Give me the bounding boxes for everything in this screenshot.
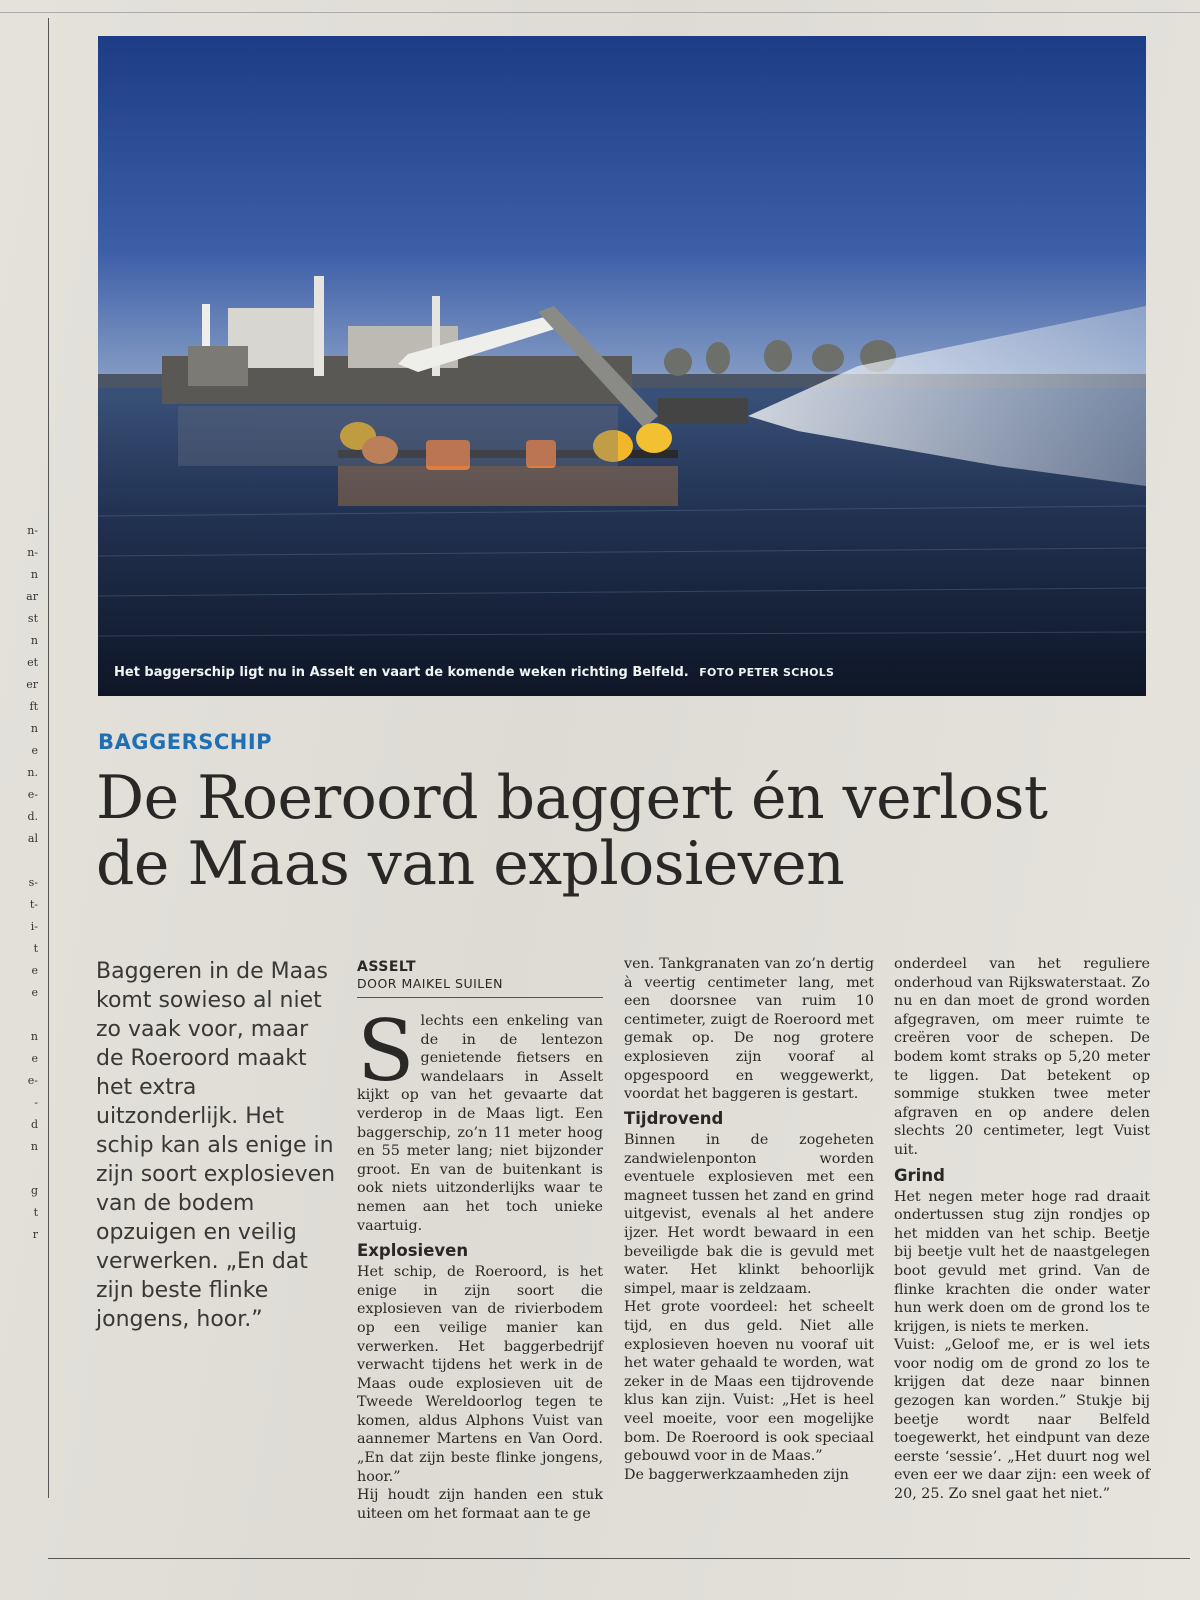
- paragraph-1: [357, 1002, 603, 1235]
- bottom-rule: [48, 1558, 1190, 1559]
- paragraph-3-continued-text: ven. Tankgranaten van zo’n dertig à veertig centimeter lang, met een doorsnee van ruim 10 centimeter, zuigt de Roeroord met gemak op. De nog grotere explosieven zijn vooraf al opgespoord en weggewerkt, voordat het baggeren is gestart.: [624, 956, 874, 1103]
- fragment-line: t: [33, 1206, 38, 1219]
- dredging-ship-photo: [98, 36, 1146, 696]
- paragraph-5: Het grote voordeel: het scheelt tijd, en dus geld. Niet alle explosieven hoeven nu vooraf uit het water gehaald te worden, wat zeker in de Maas een tijdrovende klus kan zijn. Vuist: „Het is heel veel moeite, voor een mogelijke bom. De Roeroord is ook speciaal gebouwd voor in de Maas.”: [624, 1299, 874, 1465]
- fragment-line: n: [30, 1140, 38, 1153]
- fragment-line: e: [31, 986, 38, 999]
- section-kicker: BAGGERSCHIP: [98, 730, 273, 754]
- fragment-line: n-: [27, 546, 38, 559]
- photo-credit: FOTO PETER SCHOLS: [699, 666, 835, 679]
- paragraph-6-start-text: De baggerwerkzaamheden zijn: [624, 1466, 849, 1483]
- fragment-line: i-: [30, 920, 38, 933]
- fragment-line: g: [30, 1184, 38, 1197]
- fragment-line: t: [33, 942, 38, 955]
- article-photo: [98, 36, 1146, 696]
- top-rule: [0, 12, 1200, 13]
- fragment-line: e-: [27, 1074, 38, 1087]
- adjacent-article-fragment: [0, 520, 42, 1520]
- fragment-line: t-: [29, 898, 38, 911]
- caption-text: Het baggerschip ligt nu in Asselt en vaart de komende weken richting Belfeld.: [114, 665, 689, 680]
- fragment-line: et: [27, 656, 38, 669]
- column-rule: [48, 18, 49, 1498]
- subhead-grind: Grind: [894, 1165, 945, 1185]
- fragment-line: ar: [26, 590, 38, 603]
- paragraph-8: Vuist: „Geloof me, er is wel iets voor nodig om de grond zo los te krijgen dat deze naar binnen gezogen kan worden.” Stukje bij beetje wordt naar Belfeld toegewerkt, het eindpunt van deze eerste ‘sessie’. „Het duurt nog wel even eer we daar zijn: een week of 20, 25. Zo snel gaat het niet.”: [894, 1337, 1150, 1503]
- paragraph-4: Binnen in de zogeheten zandwielenponton worden eventuele explosieven met een magneet tussen het zand en grind uitgevist, evenals al het andere ijzer. Het wordt bewaard in een beveiligde bak die is gevuld met water. Het klinkt behoorlijk simpel, maar is zeldzaam.: [624, 1132, 874, 1297]
- headline-line-1: De Roeroord baggert én verlost: [96, 763, 1048, 833]
- article-column-1: [357, 958, 603, 1524]
- fragment-line: e-: [27, 788, 38, 801]
- article-column-2: [624, 955, 874, 1485]
- fragment-line: -: [34, 1096, 38, 1109]
- byline: DOOR MAIKEL SUILEN: [357, 976, 603, 998]
- fragment-line: [0, 850, 42, 872]
- paragraph-2: Het schip, de Roeroord, is het enige in zijn soort die explosieven van de rivierbodem op een veilige manier kan verwerken. Het baggerbedrijf verwacht tijdens het werk in de Maas oude explosieven uit de Tweede Wereldoorlog tegen te komen, aldus Alphons Vuist van aannemer Martens en Van Oord. „En dat zijn beste flinke jongens, hoor.”: [357, 1264, 603, 1485]
- fragment-line: e: [31, 1052, 38, 1065]
- paragraph-1-text: lechts een enkeling van de in de lentezon genietende fietsers en wandelaars in Asselt kijkt op van het gevaarte dat verderop in de Maas ligt. Een baggerschip, zo’n 11 meter hoog en 55 meter lang; niet bijzonder groot. En van de buitenkant is ook niets uitzonderlijks waar te nemen aan het toch unieke vaartuig.: [357, 1013, 603, 1234]
- paragraph-3-continued: [624, 955, 874, 1103]
- drop-cap: S: [357, 1002, 415, 1100]
- fragment-line: n: [30, 634, 38, 647]
- dateline: ASSELT: [357, 959, 417, 975]
- fragment-line: n.: [27, 766, 38, 779]
- fragment-line: st: [27, 612, 38, 625]
- headline: [96, 765, 1156, 897]
- paragraph-7: Het negen meter hoge rad draait ondertussen stug zijn rondjes op het midden van het schip. Beetje bij beetje vult het de naastgelegen boot gevuld met grind. Van de flinke krachten die onder water hun werk doen om de grond los te krijgen, is niets te merken.: [894, 1188, 1150, 1335]
- subhead-tijdrovend: Tijdrovend: [624, 1109, 724, 1128]
- fragment-line: n: [30, 1030, 38, 1043]
- fragment-line: r: [32, 1228, 38, 1241]
- subhead-explosieven: Explosieven: [357, 1241, 469, 1261]
- fragment-line: d.: [27, 810, 38, 823]
- paragraph-6-start: [624, 1466, 874, 1485]
- fragment-line: d: [30, 1118, 38, 1131]
- fragment-line: al: [27, 832, 38, 845]
- article-column-3: [894, 955, 1150, 1504]
- fragment-line: [0, 1004, 42, 1026]
- fragment-line: n-: [27, 524, 38, 537]
- fragment-line: ft: [29, 700, 38, 713]
- paragraph-3: Hij houdt zijn handen een stuk uiteen om het formaat aan te ge: [357, 1487, 603, 1522]
- headline-line-2: de Maas van explosieven: [96, 829, 845, 899]
- fragment-line: e: [31, 744, 38, 757]
- intro-text: Baggeren in de Maas komt sowieso al niet zo vaak voor, maar de Roeroord maakt het extra uitzonderlijk. Het schip kan als enige in zijn soort explosieven van de bodem opzuigen en veilig verwerken. „En dat zijn beste flinke jongens, hoor.”: [96, 959, 336, 1332]
- fragment-line: n: [30, 722, 38, 735]
- fragment-line: e: [31, 964, 38, 977]
- fragment-line: s-: [28, 876, 38, 889]
- fragment-line: er: [26, 678, 38, 691]
- fragment-line: [0, 1158, 42, 1180]
- photo-caption: [114, 665, 834, 680]
- paragraph-6: onderdeel van het reguliere onderhoud van Rijkswaterstaat. Zo nu en dan moet de grond worden afgegraven, om meer ruimte te creëren voor de schepen. De bodem komt straks op 5,20 meter te liggen. Dat betekent op sommige stukken twee meter afgraven en op andere delen slechts 20 centimeter, legt Vuist uit.: [894, 956, 1150, 1158]
- fragment-line: n: [30, 568, 38, 581]
